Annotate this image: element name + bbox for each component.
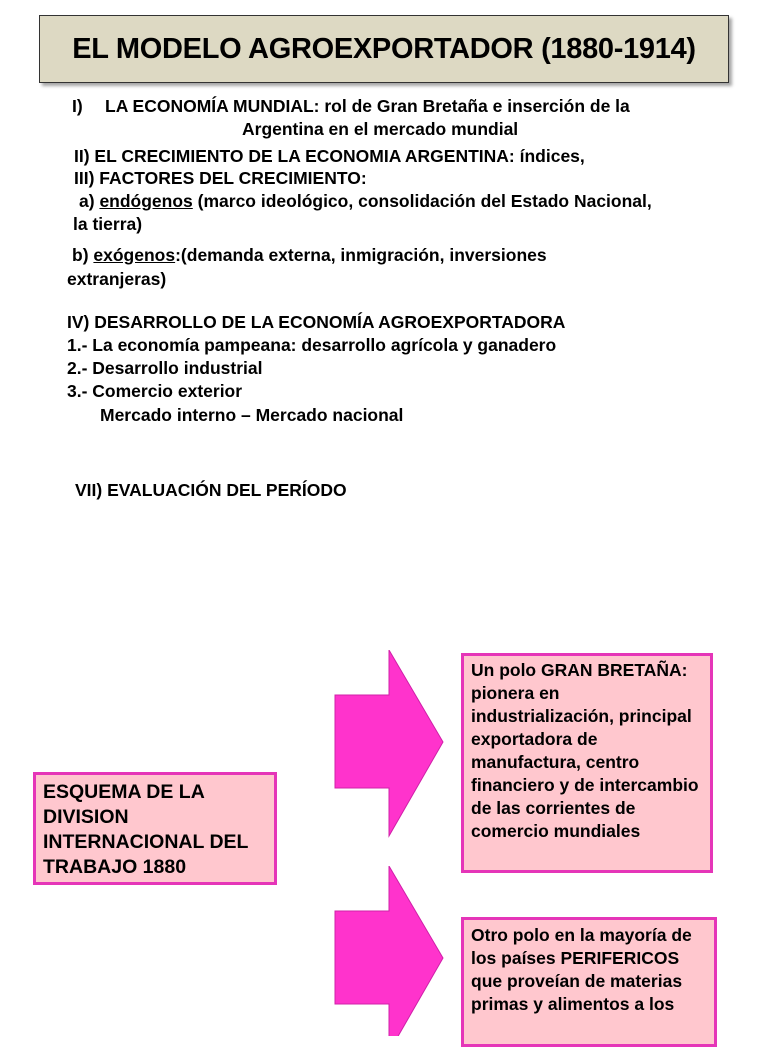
outline-vii: VII) EVALUACIÓN DEL PERÍODO xyxy=(75,480,347,500)
outline-iii-a xyxy=(79,190,652,213)
outline-iii-a-rest: (marco ideológico, consolidación del Estado Nacional, xyxy=(192,191,652,211)
outline-i-cont: Argentina en el mercado mundial xyxy=(242,119,519,139)
outline-iii-b-cont: extranjeras) xyxy=(67,269,167,289)
outline-iii-a-prefix: a) xyxy=(79,191,95,211)
britain-pole-box: Un polo GRAN BRETAÑA: pionera en industrialización, principal exportadora de manufactura, centro financiero y de intercambio de las corrientes de comercio mundiales xyxy=(461,653,713,873)
outline-iv-2: 2.- Desarrollo industrial xyxy=(67,358,263,378)
outline-i-number: I) xyxy=(72,96,83,116)
outline-iii: III) FACTORES DEL CRECIMIENTO: xyxy=(74,168,367,188)
outline-iii-b xyxy=(72,244,547,267)
outline-iii-b-rest: :(demanda externa, inmigración, inversiones xyxy=(175,245,547,265)
outline-ii: II) EL CRECIMIENTO DE LA ECONOMIA ARGENTINA: índices, xyxy=(74,146,585,166)
outline-iv-3-sub: Mercado interno – Mercado nacional xyxy=(100,405,404,425)
outline-iii-b-term: exógenos xyxy=(93,245,176,265)
scheme-title-box: ESQUEMA DE LA DIVISION INTERNACIONAL DEL TRABAJO 1880 xyxy=(33,772,277,885)
outline-iii-a-term: endógenos xyxy=(99,191,193,211)
page-title: EL MODELO AGROEXPORTADOR (1880-1914) xyxy=(72,32,696,65)
outline-iii-b-prefix: b) xyxy=(72,245,89,265)
title-banner xyxy=(39,15,729,83)
outline-iv-1: 1.- La economía pampeana: desarrollo agrícola y ganadero xyxy=(67,335,557,355)
arrow-to-britain xyxy=(333,650,445,838)
periphery-pole-box: Otro polo en la mayoría de los países PERIFERICOS que proveían de materias primas y alimentos a los xyxy=(461,917,717,1047)
outline-i: LA ECONOMÍA MUNDIAL: rol de Gran Bretaña e inserción de la xyxy=(105,96,630,116)
outline-iv: IV) DESARROLLO DE LA ECONOMÍA AGROEXPORTADORA xyxy=(67,312,566,332)
arrow-to-periphery xyxy=(333,866,445,1036)
outline-iv-3: 3.- Comercio exterior xyxy=(67,381,243,401)
outline-iii-a-cont: la tierra) xyxy=(73,214,143,234)
